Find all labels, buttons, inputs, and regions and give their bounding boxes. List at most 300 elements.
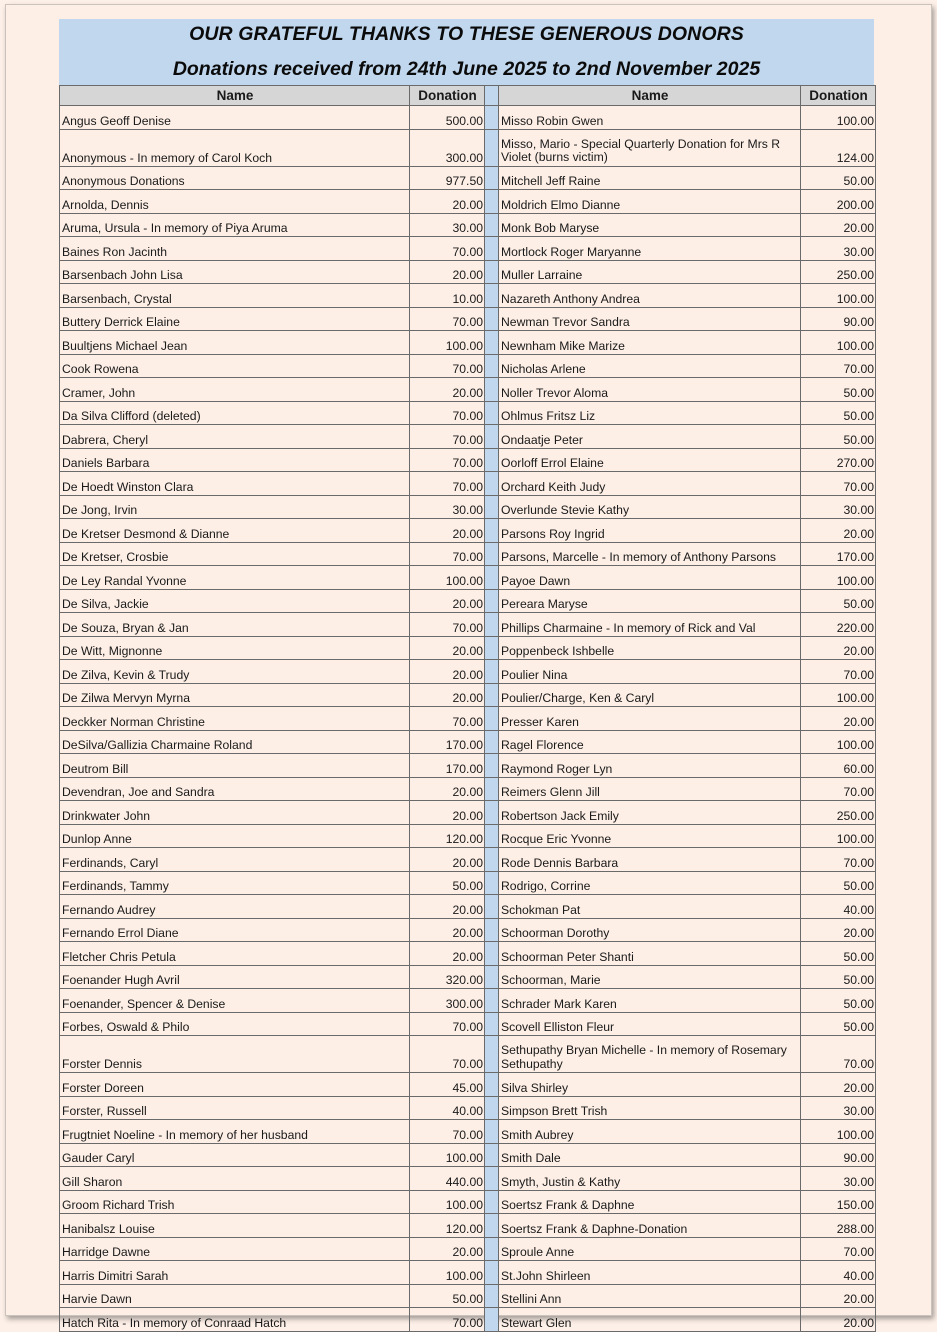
left-name-cell: Gill Sharon [60, 1167, 410, 1191]
left-name-cell: Groom Richard Trish [60, 1190, 410, 1214]
table-row [60, 1167, 876, 1191]
table-row [60, 730, 876, 754]
left-name-cell: Hanibalsz Louise [60, 1214, 410, 1238]
right-name-cell: Stewart Glen [499, 1308, 801, 1332]
left-donation-cell: 20.00 [410, 260, 485, 284]
right-name-cell: Poulier/Charge, Ken & Caryl [499, 683, 801, 707]
right-donation-cell: 270.00 [801, 448, 876, 472]
right-donation-cell: 250.00 [801, 260, 876, 284]
column-divider [485, 801, 499, 825]
right-donation-cell: 50.00 [801, 401, 876, 425]
right-name-cell: Noller Trevor Aloma [499, 378, 801, 402]
left-donation-cell: 20.00 [410, 519, 485, 543]
right-donation-cell: 90.00 [801, 1143, 876, 1167]
left-name-cell: Cook Rowena [60, 354, 410, 378]
right-donation-cell: 100.00 [801, 106, 876, 130]
left-name-cell: De Hoedt Winston Clara [60, 472, 410, 496]
right-name-cell: Schoorman Peter Shanti [499, 942, 801, 966]
column-divider [485, 989, 499, 1013]
right-name-cell: Misso Robin Gwen [499, 106, 801, 130]
left-name-cell: Harvie Dawn [60, 1284, 410, 1308]
column-divider [485, 519, 499, 543]
right-name-cell: Simpson Brett Trish [499, 1096, 801, 1120]
table-row [60, 378, 876, 402]
right-donation-cell: 220.00 [801, 613, 876, 637]
right-name-cell: Schoorman Dorothy [499, 918, 801, 942]
column-divider [485, 707, 499, 731]
left-donation-cell: 500.00 [410, 106, 485, 130]
document-page [5, 4, 932, 1330]
table-row [60, 589, 876, 613]
left-donation-cell: 70.00 [410, 707, 485, 731]
left-donation-cell: 70.00 [410, 448, 485, 472]
right-name-cell: Reimers Glenn Jill [499, 777, 801, 801]
left-name-cell: Buttery Derrick Elaine [60, 307, 410, 331]
column-divider [485, 895, 499, 919]
right-donation-cell: 100.00 [801, 566, 876, 590]
table-row [60, 284, 876, 308]
right-name-cell: Monk Bob Maryse [499, 213, 801, 237]
right-name-cell: Pereara Maryse [499, 589, 801, 613]
right-donation-cell: 30.00 [801, 237, 876, 261]
right-name-cell: Schokman Pat [499, 895, 801, 919]
column-divider [485, 871, 499, 895]
right-name-cell: Rode Dennis Barbara [499, 848, 801, 872]
left-donation-cell: 977.50 [410, 166, 485, 190]
column-header-donation-left: Donation [410, 86, 485, 106]
column-divider [485, 378, 499, 402]
left-name-cell: De Kretser Desmond & Dianne [60, 519, 410, 543]
left-name-cell: Baines Ron Jacinth [60, 237, 410, 261]
left-name-cell: Aruma, Ursula - In memory of Piya Aruma [60, 213, 410, 237]
left-donation-cell: 70.00 [410, 1012, 485, 1036]
left-donation-cell: 100.00 [410, 566, 485, 590]
right-name-cell: Soertsz Frank & Daphne [499, 1190, 801, 1214]
left-name-cell: Foenander Hugh Avril [60, 965, 410, 989]
right-donation-cell: 50.00 [801, 989, 876, 1013]
right-name-cell: Sproule Anne [499, 1237, 801, 1261]
right-name-cell: Sethupathy Bryan Michelle - In memory of Rosemary Sethupathy [499, 1036, 801, 1073]
left-name-cell: Devendran, Joe and Sandra [60, 777, 410, 801]
column-divider [485, 1284, 499, 1308]
table-row [60, 401, 876, 425]
right-name-cell: Parsons Roy Ingrid [499, 519, 801, 543]
right-donation-cell: 50.00 [801, 871, 876, 895]
left-name-cell: Forster, Russell [60, 1096, 410, 1120]
column-divider [485, 1167, 499, 1191]
table-row [60, 307, 876, 331]
left-name-cell: De Jong, Irvin [60, 495, 410, 519]
right-name-cell: Raymond Roger Lyn [499, 754, 801, 778]
column-divider [485, 542, 499, 566]
left-donation-cell: 20.00 [410, 918, 485, 942]
right-name-cell: Newman Trevor Sandra [499, 307, 801, 331]
left-name-cell: Barsenbach, Crystal [60, 284, 410, 308]
right-name-cell: Ondaatje Peter [499, 425, 801, 449]
left-donation-cell: 70.00 [410, 401, 485, 425]
left-name-cell: De Souza, Bryan & Jan [60, 613, 410, 637]
right-donation-cell: 50.00 [801, 425, 876, 449]
column-divider [485, 1120, 499, 1144]
left-donation-cell: 100.00 [410, 1261, 485, 1285]
left-donation-cell: 20.00 [410, 378, 485, 402]
left-donation-cell: 70.00 [410, 354, 485, 378]
left-name-cell: De Zilwa Mervyn Myrna [60, 683, 410, 707]
right-name-cell: Rocque Eric Yvonne [499, 824, 801, 848]
column-divider [485, 1237, 499, 1261]
left-donation-cell: 20.00 [410, 801, 485, 825]
left-name-cell: Angus Geoff Denise [60, 106, 410, 130]
column-divider [485, 1096, 499, 1120]
table-row [60, 895, 876, 919]
table-row [60, 777, 876, 801]
right-name-cell: Nazareth Anthony Andrea [499, 284, 801, 308]
table-row [60, 566, 876, 590]
right-name-cell: Orchard Keith Judy [499, 472, 801, 496]
table-row [60, 942, 876, 966]
column-divider [485, 1012, 499, 1036]
left-donation-cell: 120.00 [410, 1214, 485, 1238]
left-name-cell: Forster Doreen [60, 1073, 410, 1097]
right-donation-cell: 124.00 [801, 129, 876, 166]
right-name-cell: Soertsz Frank & Daphne-Donation [499, 1214, 801, 1238]
table-row [60, 660, 876, 684]
right-donation-cell: 50.00 [801, 378, 876, 402]
left-name-cell: Cramer, John [60, 378, 410, 402]
table-row [60, 106, 876, 130]
right-name-cell: Presser Karen [499, 707, 801, 731]
page-title: OUR GRATEFUL THANKS TO THESE GENEROUS DONORS [189, 23, 744, 45]
column-divider [485, 589, 499, 613]
left-donation-cell: 20.00 [410, 1237, 485, 1261]
left-donation-cell: 300.00 [410, 989, 485, 1013]
left-name-cell: Fletcher Chris Petula [60, 942, 410, 966]
table-row [60, 542, 876, 566]
right-donation-cell: 30.00 [801, 1096, 876, 1120]
table-row [60, 871, 876, 895]
column-divider [485, 190, 499, 214]
right-name-cell: Smyth, Justin & Kathy [499, 1167, 801, 1191]
left-name-cell: Deutrom Bill [60, 754, 410, 778]
donors-table [59, 85, 876, 1332]
right-name-cell: Parsons, Marcelle - In memory of Anthony Parsons [499, 542, 801, 566]
right-donation-cell: 100.00 [801, 824, 876, 848]
left-name-cell: Dabrera, Cheryl [60, 425, 410, 449]
column-divider [485, 683, 499, 707]
left-name-cell: Hatch Rita - In memory of Conraad Hatch [60, 1308, 410, 1332]
column-header-name-right: Name [499, 86, 801, 106]
left-donation-cell: 170.00 [410, 754, 485, 778]
right-donation-cell: 90.00 [801, 307, 876, 331]
left-donation-cell: 70.00 [410, 237, 485, 261]
column-divider [485, 284, 499, 308]
right-donation-cell: 30.00 [801, 1167, 876, 1191]
right-donation-cell: 100.00 [801, 683, 876, 707]
left-donation-cell: 20.00 [410, 895, 485, 919]
column-divider [485, 237, 499, 261]
column-header-name-left: Name [60, 86, 410, 106]
right-donation-cell: 70.00 [801, 472, 876, 496]
table-row [60, 707, 876, 731]
left-donation-cell: 40.00 [410, 1096, 485, 1120]
right-donation-cell: 20.00 [801, 636, 876, 660]
left-name-cell: De Silva, Jackie [60, 589, 410, 613]
table-row [60, 519, 876, 543]
right-donation-cell: 170.00 [801, 542, 876, 566]
column-divider [485, 213, 499, 237]
left-name-cell: De Witt, Mignonne [60, 636, 410, 660]
left-donation-cell: 440.00 [410, 1167, 485, 1191]
table-row [60, 1143, 876, 1167]
column-divider [485, 86, 499, 106]
column-divider [485, 824, 499, 848]
column-divider [485, 1308, 499, 1332]
column-divider [485, 1214, 499, 1238]
table-row [60, 1190, 876, 1214]
right-donation-cell: 70.00 [801, 1237, 876, 1261]
column-divider [485, 1190, 499, 1214]
right-donation-cell: 40.00 [801, 895, 876, 919]
left-name-cell: Forbes, Oswald & Philo [60, 1012, 410, 1036]
table-row [60, 754, 876, 778]
left-donation-cell: 20.00 [410, 636, 485, 660]
right-name-cell: Overlunde Stevie Kathy [499, 495, 801, 519]
column-divider [485, 495, 499, 519]
left-name-cell: Fernando Audrey [60, 895, 410, 919]
left-donation-cell: 20.00 [410, 660, 485, 684]
right-donation-cell: 60.00 [801, 754, 876, 778]
left-donation-cell: 10.00 [410, 284, 485, 308]
left-name-cell: Dunlop Anne [60, 824, 410, 848]
table-row [60, 613, 876, 637]
left-donation-cell: 20.00 [410, 683, 485, 707]
page-subtitle: Donations received from 24th June 2025 to 2nd November 2025 [172, 58, 761, 80]
right-name-cell: Rodrigo, Corrine [499, 871, 801, 895]
table-body [60, 106, 876, 1332]
table-row [60, 166, 876, 190]
column-divider [485, 566, 499, 590]
left-donation-cell: 100.00 [410, 331, 485, 355]
left-name-cell: Fernando Errol Diane [60, 918, 410, 942]
left-name-cell: Anonymous - In memory of Carol Koch [60, 129, 410, 166]
column-divider [485, 166, 499, 190]
right-name-cell: Misso, Mario - Special Quarterly Donation for Mrs R Violet (burns victim) [499, 129, 801, 166]
left-donation-cell: 70.00 [410, 1308, 485, 1332]
column-divider [485, 307, 499, 331]
column-divider [485, 472, 499, 496]
table-header-row [60, 86, 876, 106]
right-name-cell: Mitchell Jeff Raine [499, 166, 801, 190]
left-donation-cell: 20.00 [410, 777, 485, 801]
right-name-cell: Muller Larraine [499, 260, 801, 284]
left-name-cell: Gauder Caryl [60, 1143, 410, 1167]
right-name-cell: Newnham Mike Marize [499, 331, 801, 355]
right-donation-cell: 70.00 [801, 1036, 876, 1073]
right-donation-cell: 50.00 [801, 965, 876, 989]
right-name-cell: Schoorman, Marie [499, 965, 801, 989]
table-row [60, 1096, 876, 1120]
right-name-cell: Ragel Florence [499, 730, 801, 754]
left-donation-cell: 70.00 [410, 472, 485, 496]
column-divider [485, 260, 499, 284]
table-row [60, 237, 876, 261]
table-row [60, 354, 876, 378]
table-row [60, 260, 876, 284]
left-donation-cell: 170.00 [410, 730, 485, 754]
right-donation-cell: 150.00 [801, 1190, 876, 1214]
right-name-cell: Poppenbeck Ishbelle [499, 636, 801, 660]
left-name-cell: Foenander, Spencer & Denise [60, 989, 410, 1013]
right-donation-cell: 50.00 [801, 166, 876, 190]
left-donation-cell: 30.00 [410, 495, 485, 519]
table-row [60, 1120, 876, 1144]
left-name-cell: Deckker Norman Christine [60, 707, 410, 731]
right-donation-cell: 100.00 [801, 284, 876, 308]
column-divider [485, 613, 499, 637]
right-donation-cell: 100.00 [801, 331, 876, 355]
table-row [60, 1261, 876, 1285]
table-row [60, 129, 876, 166]
left-donation-cell: 100.00 [410, 1190, 485, 1214]
right-name-cell: Oorloff Errol Elaine [499, 448, 801, 472]
left-name-cell: Daniels Barbara [60, 448, 410, 472]
left-donation-cell: 70.00 [410, 613, 485, 637]
table-row [60, 190, 876, 214]
left-donation-cell: 70.00 [410, 542, 485, 566]
table-row [60, 1036, 876, 1073]
column-divider [485, 942, 499, 966]
column-divider [485, 106, 499, 130]
header-banner [59, 19, 874, 85]
left-donation-cell: 50.00 [410, 871, 485, 895]
left-name-cell: Buultjens Michael Jean [60, 331, 410, 355]
left-name-cell: Frugtniet Noeline - In memory of her husband [60, 1120, 410, 1144]
left-donation-cell: 20.00 [410, 942, 485, 966]
left-name-cell: Da Silva Clifford (deleted) [60, 401, 410, 425]
right-donation-cell: 70.00 [801, 354, 876, 378]
column-divider [485, 848, 499, 872]
left-donation-cell: 320.00 [410, 965, 485, 989]
column-divider [485, 777, 499, 801]
table-row [60, 801, 876, 825]
left-name-cell: Arnolda, Dennis [60, 190, 410, 214]
right-donation-cell: 200.00 [801, 190, 876, 214]
right-donation-cell: 20.00 [801, 519, 876, 543]
left-name-cell: Forster Dennis [60, 1036, 410, 1073]
left-donation-cell: 45.00 [410, 1073, 485, 1097]
right-donation-cell: 40.00 [801, 1261, 876, 1285]
left-name-cell: Anonymous Donations [60, 166, 410, 190]
right-donation-cell: 20.00 [801, 1308, 876, 1332]
right-name-cell: Schrader Mark Karen [499, 989, 801, 1013]
left-name-cell: Ferdinands, Tammy [60, 871, 410, 895]
right-name-cell: Nicholas Arlene [499, 354, 801, 378]
left-donation-cell: 120.00 [410, 824, 485, 848]
column-divider [485, 354, 499, 378]
column-divider [485, 918, 499, 942]
column-header-donation-right: Donation [801, 86, 876, 106]
right-donation-cell: 20.00 [801, 1284, 876, 1308]
left-donation-cell: 70.00 [410, 425, 485, 449]
table-row [60, 425, 876, 449]
right-donation-cell: 20.00 [801, 707, 876, 731]
right-donation-cell: 50.00 [801, 589, 876, 613]
left-donation-cell: 100.00 [410, 1143, 485, 1167]
column-divider [485, 401, 499, 425]
column-divider [485, 448, 499, 472]
left-name-cell: DeSilva/Gallizia Charmaine Roland [60, 730, 410, 754]
right-name-cell: Payoe Dawn [499, 566, 801, 590]
right-donation-cell: 50.00 [801, 1012, 876, 1036]
right-name-cell: Poulier Nina [499, 660, 801, 684]
right-name-cell: Silva Shirley [499, 1073, 801, 1097]
table-row [60, 683, 876, 707]
right-donation-cell: 30.00 [801, 495, 876, 519]
right-name-cell: Mortlock Roger Maryanne [499, 237, 801, 261]
right-name-cell: Robertson Jack Emily [499, 801, 801, 825]
table-row [60, 472, 876, 496]
left-donation-cell: 30.00 [410, 213, 485, 237]
left-name-cell: De Ley Randal Yvonne [60, 566, 410, 590]
table-row [60, 1012, 876, 1036]
right-donation-cell: 288.00 [801, 1214, 876, 1238]
right-name-cell: St.John Shirleen [499, 1261, 801, 1285]
table-row [60, 824, 876, 848]
right-donation-cell: 250.00 [801, 801, 876, 825]
table-row [60, 448, 876, 472]
column-divider [485, 730, 499, 754]
table-row [60, 918, 876, 942]
column-divider [485, 425, 499, 449]
right-name-cell: Scovell Elliston Fleur [499, 1012, 801, 1036]
left-name-cell: De Zilva, Kevin & Trudy [60, 660, 410, 684]
table-row [60, 1284, 876, 1308]
table-row [60, 213, 876, 237]
right-donation-cell: 70.00 [801, 660, 876, 684]
left-donation-cell: 70.00 [410, 1036, 485, 1073]
right-name-cell: Smith Dale [499, 1143, 801, 1167]
table-row [60, 965, 876, 989]
left-name-cell: De Kretser, Crosbie [60, 542, 410, 566]
right-name-cell: Smith Aubrey [499, 1120, 801, 1144]
left-name-cell: Barsenbach John Lisa [60, 260, 410, 284]
left-donation-cell: 50.00 [410, 1284, 485, 1308]
right-donation-cell: 70.00 [801, 848, 876, 872]
column-divider [485, 660, 499, 684]
table-row [60, 1073, 876, 1097]
table-row [60, 1308, 876, 1332]
table-row [60, 636, 876, 660]
left-name-cell: Ferdinands, Caryl [60, 848, 410, 872]
column-divider [485, 1261, 499, 1285]
right-name-cell: Stellini Ann [499, 1284, 801, 1308]
left-donation-cell: 20.00 [410, 848, 485, 872]
table-row [60, 1237, 876, 1261]
left-name-cell: Drinkwater John [60, 801, 410, 825]
right-donation-cell: 100.00 [801, 730, 876, 754]
table-row [60, 848, 876, 872]
table-row [60, 331, 876, 355]
column-divider [485, 129, 499, 166]
left-donation-cell: 20.00 [410, 190, 485, 214]
left-name-cell: Harridge Dawne [60, 1237, 410, 1261]
column-divider [485, 754, 499, 778]
table-row [60, 989, 876, 1013]
right-name-cell: Ohlmus Fritsz Liz [499, 401, 801, 425]
column-divider [485, 331, 499, 355]
column-divider [485, 1036, 499, 1073]
left-donation-cell: 70.00 [410, 307, 485, 331]
